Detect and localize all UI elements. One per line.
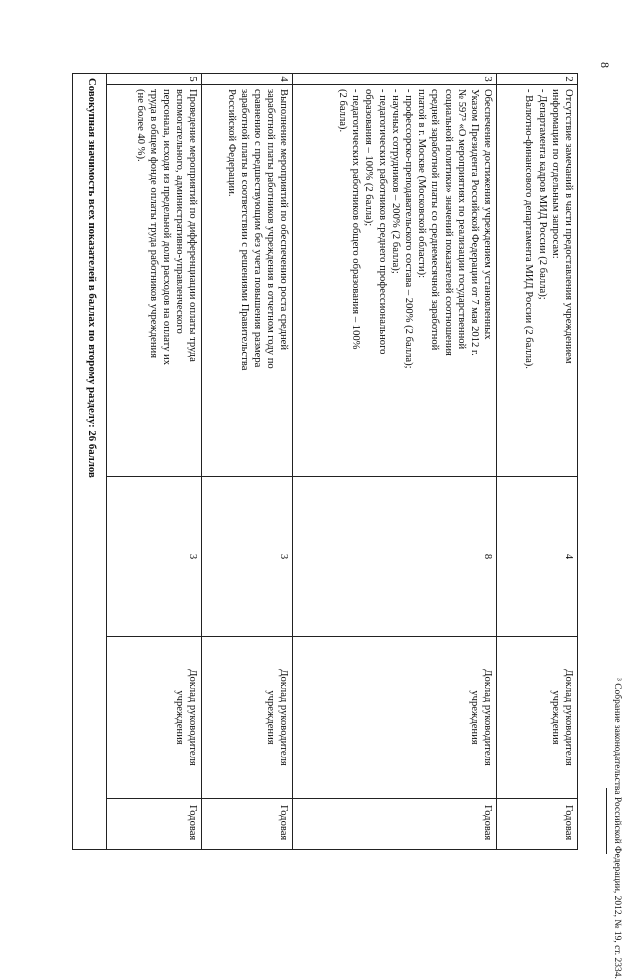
indicator-score: 3 [107,477,202,637]
reporting-period: Годовая [293,799,497,850]
footnote: ³ Собрание законодательства Российской Федерации, 2012, № 19, ст. 2334. [612,678,622,979]
reporting-document: Доклад руководителя учреждения [497,637,578,799]
total-significance: Совокупная значимость всех показателей в баллах по второму разделу: 26 баллов [73,74,107,850]
row-number: 4 [202,74,293,85]
table-row [202,74,293,850]
footnote-divider [606,788,607,854]
criteria-table [72,73,578,850]
page-number: 8 [598,62,612,68]
reporting-document: Доклад руководителя учреждения [293,637,497,799]
indicator-description: Проведение мероприятий по дифференциации оплаты труда вспомогательного, административно-управленческого персонала, исходя из предельной доли расходов на оплату их труда в общем фонде оплаты труда работников учреждения (не более 40 %). [107,85,202,477]
indicator-description: Обеспечение достижения учреждением установленных Указом Президента Российской Федерации от 7 мая 2012 г. № 597³ «О мероприятиях по реализации государственной социальной политики» значений показателей соотношения средней заработной платы со среднемесячной заработной платой в г. Москве (Московской области): - профессорско-преподавательского состава – 200% (2 балла); - научных сотрудников – 200% (2 балла); - педагогических работников среднего профессионального образования – 100% (2 балла); - педагогических работников общего образования – 100% (2 балла). [293,85,497,477]
indicator-description: Отсутствие замечаний в части предоставления учреждением информации по отдельным запросам: - Департамента кадров МИД России (2 балла); - Валютно-финансового департамента МИД России (2 балла). [497,85,578,477]
indicator-score: 4 [497,477,578,637]
indicator-score: 3 [202,477,293,637]
table-row [293,74,497,850]
row-number: 5 [107,74,202,85]
reporting-document: Доклад руководителя учреждения [107,637,202,799]
criteria-table-container [72,73,578,849]
total-row [73,74,107,850]
indicator-score: 8 [293,477,497,637]
reporting-period: Годовая [107,799,202,850]
indicator-description: Выполнение мероприятий по обеспечению роста средней заработной платы работников учреждения в отчетном году по сравнению с предшествующим без учета повышения размера заработной платы в соответствии с решениями Правительства Российской Федерации. [202,85,293,477]
row-number: 2 [497,74,578,85]
reporting-period: Годовая [202,799,293,850]
table-row [497,74,578,850]
table-row [107,74,202,850]
reporting-period: Годовая [497,799,578,850]
reporting-document: Доклад руководителя учреждения [202,637,293,799]
row-number: 3 [293,74,497,85]
